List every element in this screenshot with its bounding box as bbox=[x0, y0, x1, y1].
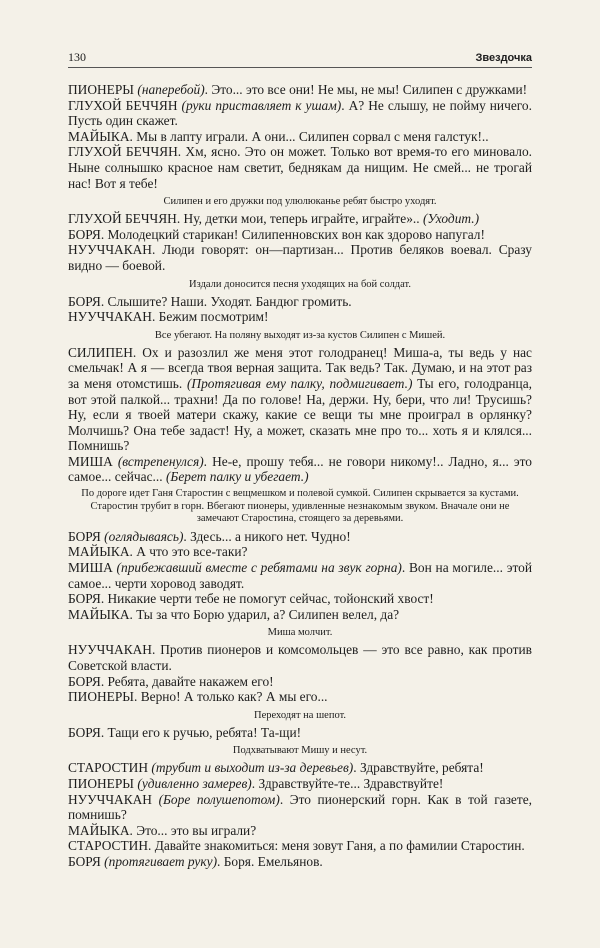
speech-text: . Мы в лапту играли. А они... Силипен сорвал с меня галстук!.. bbox=[129, 128, 489, 144]
dialogue-group bbox=[68, 82, 532, 191]
dialogue-line bbox=[68, 242, 532, 273]
dialogue-line bbox=[68, 144, 532, 191]
dialogue-line bbox=[68, 689, 532, 705]
speaker-name: ГЛУХОЙ БЕЧЧЯН bbox=[68, 144, 178, 160]
stage-remark: (Боре полушепотом) bbox=[158, 791, 280, 807]
dialogue-line bbox=[68, 98, 532, 129]
speaker-name: ГЛУХОЙ БЕЧЧЯН bbox=[68, 211, 177, 227]
speech-text: . А что это все-таки? bbox=[129, 544, 248, 560]
running-header bbox=[68, 50, 532, 65]
dialogue-line bbox=[68, 454, 532, 485]
dialogue-line bbox=[68, 227, 532, 243]
speech-text: . Люди говорят: он—партизан... Против беляков воевал. Сразу видно — боевой. bbox=[68, 242, 532, 273]
dialogue-group bbox=[68, 211, 532, 273]
stage-direction: Миша молчит. bbox=[267, 627, 333, 639]
stage-direction: Силипен и его дружки под улюлюканье ребят быстро уходят. bbox=[163, 196, 437, 208]
stage-remark: (Протягивая ему палку, подмигивает.) bbox=[186, 375, 413, 391]
stage-remark: (прибежавший вместе с ребятами на звук горна) bbox=[116, 560, 402, 576]
stage-direction: По дороге идет Ганя Старостин с вещмешком и полевой сумкой. Силипен скрывается за кустами. Старостин трубит в горн. Вбегают пионеры, удивленные незнакомым звуком. Вначале они не замечают Старостина, стоящего за деревьями. bbox=[81, 488, 519, 525]
dialogue-line bbox=[68, 776, 532, 792]
speech-text: . Давайте знакомиться: меня зовут Ганя, а по фамилии Старостин. bbox=[148, 838, 525, 854]
speech-text: . Ну, детки мои, теперь играйте, играйте».. bbox=[176, 211, 420, 227]
stage-remark: (Уходит.) bbox=[422, 211, 480, 227]
dialogue-line bbox=[68, 823, 532, 839]
speaker-name: СТАРОСТИН bbox=[68, 838, 149, 854]
dialogue-line bbox=[68, 725, 532, 741]
speaker-name: МАЙЫКА bbox=[68, 544, 130, 560]
dialogue-line bbox=[68, 838, 532, 854]
speech-text: . А? Не слышу, не пойму ничего. Пусть один скажет. bbox=[68, 97, 532, 129]
dialogue-line bbox=[68, 129, 532, 145]
dialogue-line bbox=[68, 544, 532, 560]
speech-text: . Здравствуйте-те... Здравствуйте! bbox=[251, 775, 444, 791]
speaker-name: МАЙЫКА bbox=[68, 606, 130, 622]
dialogue-line bbox=[68, 309, 532, 325]
speaker-name: НУУЧЧАКАН bbox=[68, 642, 152, 658]
dialogue-line bbox=[68, 607, 532, 623]
dialogue-line bbox=[68, 82, 532, 98]
speaker-name: МАЙЫКА bbox=[68, 128, 130, 144]
stage-remark: (руки приставляет к ушам) bbox=[181, 97, 342, 113]
dialogue-line bbox=[68, 294, 532, 310]
header-rule bbox=[68, 67, 532, 68]
speaker-name: БОРЯ bbox=[68, 724, 101, 740]
speech-text: . Это пионерский горн. Как в той газете, помнишь? bbox=[68, 791, 532, 823]
speaker-name: НУУЧЧАКАН bbox=[68, 791, 152, 807]
dialogue-line bbox=[68, 345, 532, 454]
dialogue-group bbox=[68, 760, 532, 869]
dialogue-group bbox=[68, 642, 532, 704]
stage-direction: Издали доносится песня уходящих на бой солдат. bbox=[189, 278, 411, 290]
dialogue-line bbox=[68, 760, 532, 776]
dialogue-group bbox=[68, 529, 532, 623]
speech-text: . Ты за что Борю ударил, а? Силипен велел, да? bbox=[129, 606, 400, 622]
speaker-name: МИША bbox=[68, 453, 113, 469]
speech-text: . Тащи его к ручью, ребята! Та-щи! bbox=[100, 724, 302, 740]
speech-text: . Это... это все они! Не мы, не мы! Силипен с дружками! bbox=[204, 82, 528, 97]
speech-text: . Ребята, давайте накажем его! bbox=[100, 673, 274, 689]
dialogue-group bbox=[68, 294, 532, 325]
speech-text: Ты его, голодранца, вот этой палкой... трахни! Да по голове! На, держи. Ну, бери, что ли! Трусишь? Ну, если я твоей матери скажу, какие се вещи ты мне проиграл в орлянку? Молчишь? Она тебе задаст! Ну, а может, сказать мне про то... хоть я и клялся... Помнишь? bbox=[68, 375, 532, 454]
speaker-name: ПИОНЕРЫ bbox=[68, 689, 134, 705]
speech-text: . Боря. Емельянов. bbox=[217, 853, 323, 869]
dialogue-line bbox=[68, 211, 532, 227]
stage-direction: Все убегают. На поляну выходят из-за кустов Силипен с Мишей. bbox=[154, 329, 446, 341]
speech-text: . Против пионеров и комсомольцев — это все равно, как против Советской власти. bbox=[68, 642, 532, 673]
speech-text: . Бежим посмотрим! bbox=[151, 309, 269, 325]
speaker-name: БОРЯ bbox=[68, 591, 101, 607]
page-number: 130 bbox=[68, 50, 86, 64]
speech-text: . Верно! А только как? А мы его... bbox=[134, 689, 328, 705]
speaker-name: МИША bbox=[68, 560, 113, 576]
stage-remark: (наперебой) bbox=[137, 82, 205, 97]
speaker-name: БОРЯ bbox=[68, 293, 101, 309]
dialogue-line bbox=[68, 792, 532, 823]
dialogue-line bbox=[68, 674, 532, 690]
dialogue-group bbox=[68, 345, 532, 485]
stage-remark: (встрепенулся) bbox=[117, 453, 204, 469]
stage-remark: (трубит и выходит из-за деревьев) bbox=[151, 760, 354, 776]
speech-text: . Хм, ясно. Это он может. Только вот время-то его миновало. Ныне солнышко красное нам светит, беднякам да нищим. Не смей... не трогай нас! Вот я тебе! bbox=[68, 144, 532, 191]
dialogue-line bbox=[68, 529, 532, 545]
speech-text: . Ох и разозлил же меня этот голодранец! Миша-а, ты ведь у нас смельчак! А я — всегда твоя верная защита. Так ведь? Так. Думаю, и на этот раз за меня отомстишь. bbox=[68, 344, 532, 391]
dialogue-line bbox=[68, 642, 532, 673]
speaker-name: БОРЯ bbox=[68, 853, 101, 869]
stage-remark: (Берет палку и убегает.) bbox=[165, 469, 309, 485]
dialogue-line bbox=[68, 854, 532, 870]
speaker-name: БОРЯ bbox=[68, 528, 101, 544]
stage-direction: Переходят на шепот. bbox=[253, 709, 346, 721]
speech-text: . Это... это вы играли? bbox=[129, 822, 257, 838]
dialogue-line bbox=[68, 560, 532, 591]
speech-text: . Никакие черти тебе не помогут сейчас, тойонский хвост! bbox=[100, 591, 434, 607]
speech-text: . Здесь... а никого нет. Чудно! bbox=[183, 528, 351, 544]
dialogue-group bbox=[68, 725, 532, 741]
speech-text: . Здравствуйте, ребята! bbox=[353, 760, 484, 776]
speaker-name: ПИОНЕРЫ bbox=[68, 82, 134, 97]
speaker-name: ПИОНЕРЫ bbox=[68, 775, 134, 791]
speaker-name: СТАРОСТИН bbox=[68, 760, 149, 776]
dialogue-line bbox=[68, 591, 532, 607]
stage-remark: (удивленно замерев) bbox=[137, 775, 252, 791]
stage-direction: Подхватывают Мишу и несут. bbox=[232, 745, 368, 757]
speech-text: . Вон на могиле... этой самое... черти хоровод заводят. bbox=[68, 560, 532, 591]
speaker-name: ГЛУХОЙ БЕЧЧЯН bbox=[68, 97, 178, 113]
speaker-name: БОРЯ bbox=[68, 673, 101, 689]
speaker-name: СИЛИПЕН bbox=[68, 344, 133, 360]
speaker-name: МАЙЫКА bbox=[68, 822, 130, 838]
speaker-name: НУУЧЧАКАН bbox=[68, 242, 152, 258]
speech-text: . Молодецкий старикан! Силипенновских вон как здорово напугал! bbox=[100, 226, 485, 242]
speaker-name: БОРЯ bbox=[68, 226, 101, 242]
stage-remark: (оглядываясь) bbox=[104, 528, 184, 544]
play-text bbox=[68, 82, 532, 870]
speech-text: . Слышите? Наши. Уходят. Бандюг громить. bbox=[100, 293, 352, 309]
speaker-name: НУУЧЧАКАН bbox=[68, 309, 152, 325]
running-title: Звездочка bbox=[475, 52, 532, 64]
speech-text: . Не-е, прошу тебя... не говори никому!.. Ладно, я... это самое... сейчас... bbox=[68, 453, 532, 485]
stage-remark: (протягивает руку) bbox=[104, 853, 218, 869]
